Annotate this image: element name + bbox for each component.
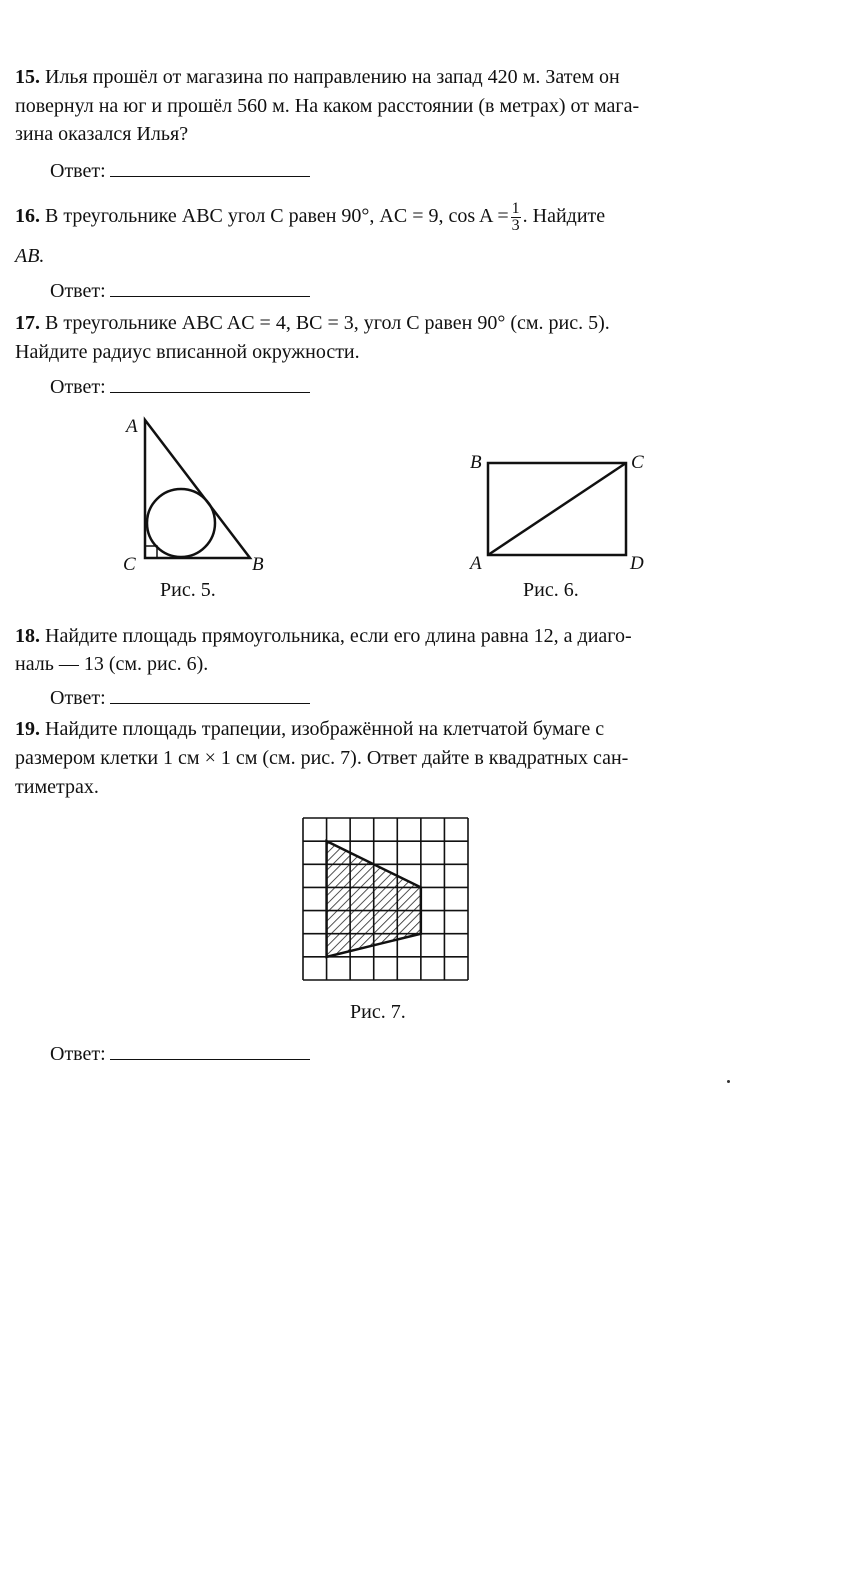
vertex-label-b: B: [470, 452, 482, 473]
problem-text: В треугольнике ABC AC = 4, BC = 3, угол C равен 90° (см. рис. 5).: [45, 312, 610, 334]
vertex-label-c: C: [123, 554, 136, 575]
problem-text: В треугольнике ABC угол C равен 90°, AC = 9, cos A =: [45, 205, 509, 228]
caption-fig-6: Рис. 6.: [523, 579, 579, 601]
scan-speck: [727, 1080, 730, 1083]
vertex-label-a: A: [470, 553, 482, 574]
problem-19-line-3: тиметрах.: [15, 776, 99, 798]
problem-text: . Найдите: [522, 205, 606, 228]
vertex-label-b: B: [252, 554, 264, 575]
problem-15-line-2: повернул на юг и прошёл 560 м. На каком расстоянии (в метрах) от мага-: [15, 95, 640, 117]
problem-17-line-2: Найдите радиус вписанной окружности.: [15, 341, 360, 363]
problem-text: Найдите площадь прямоугольника, если его длина равна 12, а диаго-: [45, 625, 632, 647]
problem-number: 18.: [15, 625, 40, 647]
denominator: 3: [511, 217, 520, 234]
answer-label: Ответ:: [50, 280, 106, 302]
problem-text: AB.: [15, 245, 45, 267]
numerator: 1: [511, 200, 520, 217]
vertex-label-c: C: [631, 452, 644, 473]
problem-number: 17.: [15, 312, 40, 334]
answer-19[interactable]: [50, 1041, 310, 1066]
answer-label: Ответ:: [50, 160, 106, 182]
problem-15-line-3: зина оказался Илья?: [15, 123, 189, 145]
problem-number: 19.: [15, 718, 40, 740]
answer-label: Ответ:: [50, 687, 106, 709]
problem-number: 15.: [15, 66, 40, 88]
vertex-label-d: D: [630, 553, 644, 574]
problem-text: Илья прошёл от магазина по направлению на запад 420 м. Затем он: [45, 66, 620, 88]
problem-text: Найдите площадь трапеции, изображённой на клетчатой бумаге с: [45, 718, 605, 740]
problem-19-line-2: размером клетки 1 см × 1 см (см. рис. 7). Ответ дайте в квадратных сан-: [15, 747, 629, 769]
caption-fig-5: Рис. 5.: [160, 579, 216, 601]
vertex-label-a: A: [126, 416, 138, 437]
answer-label: Ответ:: [50, 1043, 106, 1065]
answer-blank[interactable]: [110, 1041, 310, 1060]
caption-fig-7: Рис. 7.: [350, 1001, 406, 1023]
problem-18-line-2: наль — 13 (см. рис. 6).: [15, 653, 209, 675]
problem-number: 16.: [15, 205, 40, 228]
answer-label: Ответ:: [50, 376, 106, 398]
